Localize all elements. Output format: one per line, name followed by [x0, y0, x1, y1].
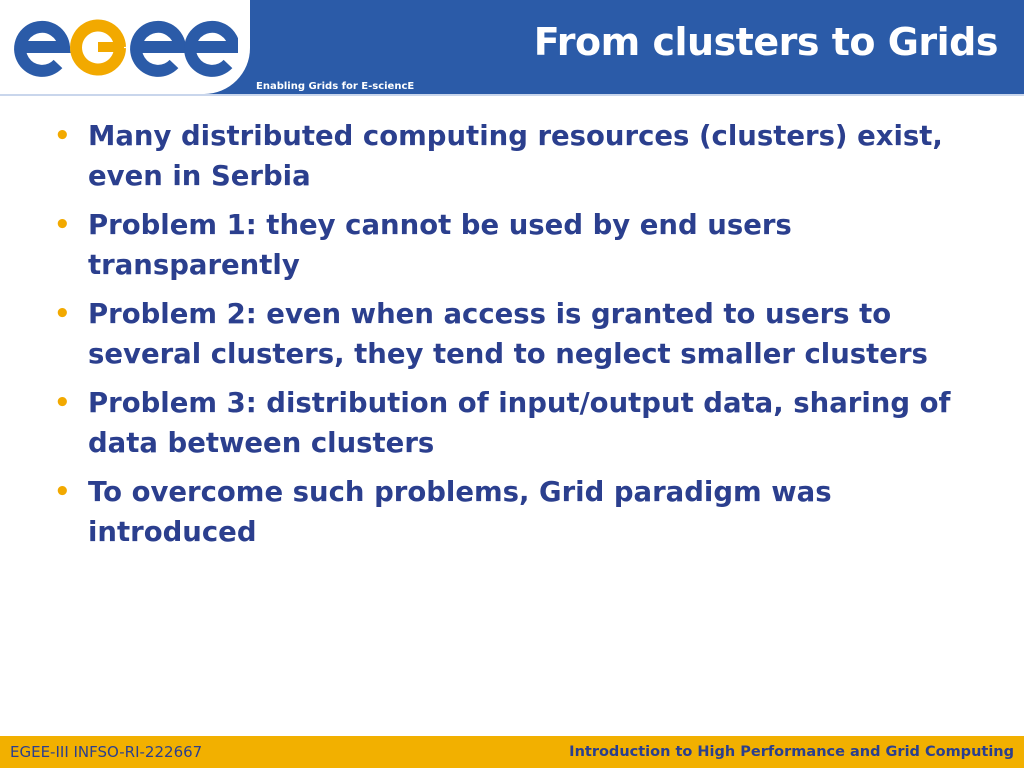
header-divider [0, 94, 1024, 96]
logo-panel [0, 0, 250, 94]
bullet-icon: • [54, 299, 71, 329]
bullet-icon: • [54, 121, 71, 151]
slide-footer [0, 736, 1024, 768]
bullet-icon: • [54, 388, 71, 418]
bullet-text: Problem 2: even when access is granted to users to several clusters, they tend to neglect smaller clusters [88, 298, 928, 370]
slide-header [0, 0, 1024, 94]
slide-title: From clusters to Grids [533, 20, 998, 64]
bullet-item [52, 294, 992, 374]
bullet-text: Problem 3: distribution of input/output data, sharing of data between clusters [88, 387, 951, 459]
bullet-item [52, 205, 992, 285]
egee-logo [12, 14, 238, 80]
footer-project-id: EGEE-III INFSO-RI-222667 [10, 743, 203, 761]
bullet-item [52, 472, 992, 552]
footer-course-title: Introduction to High Performance and Grid Computing [569, 744, 1014, 760]
bullet-item [52, 116, 992, 196]
bullet-text: To overcome such problems, Grid paradigm was introduced [88, 476, 832, 548]
bullet-item [52, 383, 992, 463]
bullet-list [52, 116, 992, 552]
bullet-icon: • [54, 477, 71, 507]
logo-text [0, 0, 1, 1]
bullet-icon: • [54, 210, 71, 240]
tagline: Enabling Grids for E-sciencE [256, 81, 415, 92]
bullet-text: Many distributed computing resources (clusters) exist, even in Serbia [88, 120, 943, 192]
slide-content [52, 116, 992, 561]
bullet-text: Problem 1: they cannot be used by end users transparently [88, 209, 792, 281]
